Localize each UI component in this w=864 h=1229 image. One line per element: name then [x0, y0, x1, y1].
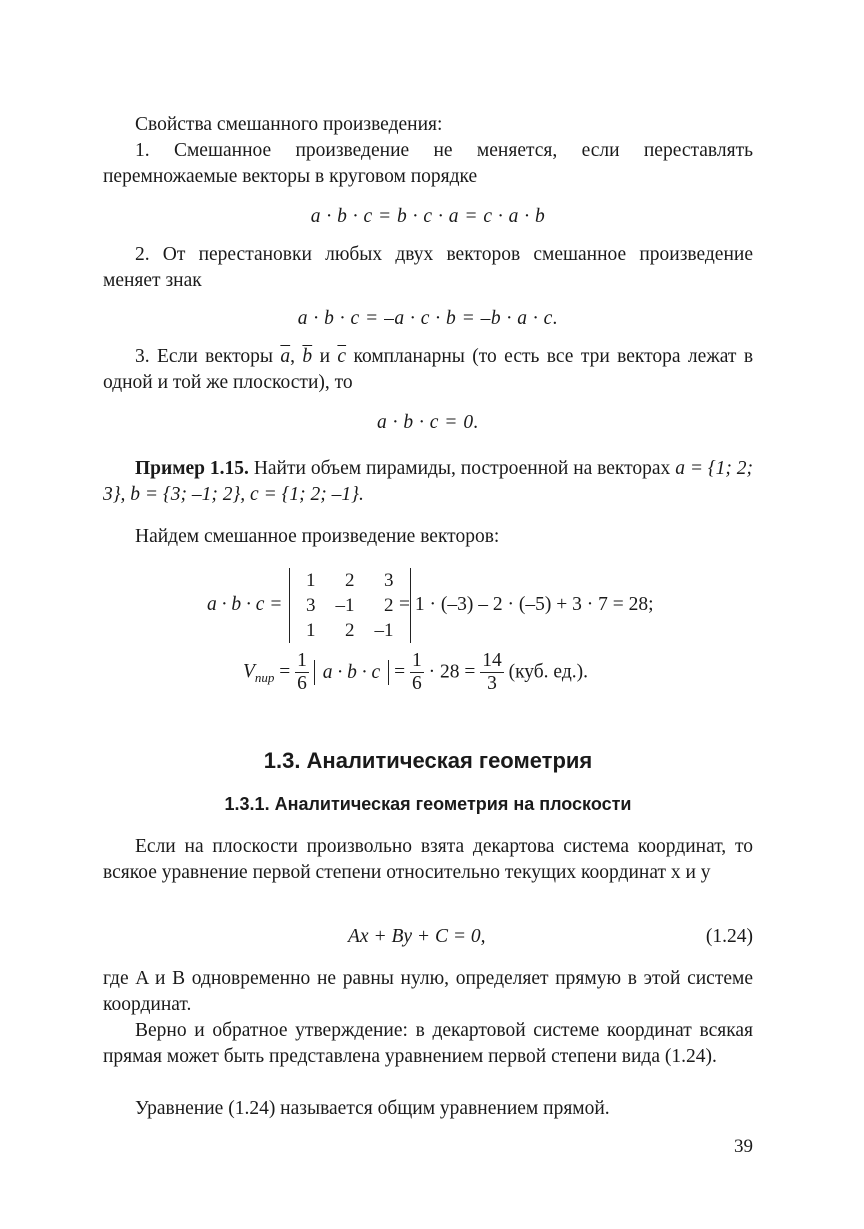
properties-title: Свойства смешанного произведения: — [135, 114, 443, 135]
page-number: 39 — [734, 1136, 753, 1157]
fraction-one-sixth: $\frac{1}{6}$ — [297, 650, 307, 694]
fraction-fourteen-thirds: $\frac{14}{3}$ — [482, 650, 502, 694]
det-cell: 2 — [345, 570, 355, 591]
and-word: и — [319, 346, 331, 367]
det-lhs: a · b · c = — [207, 594, 283, 615]
volume-symbol: V — [243, 660, 255, 682]
det-cell: 1 — [306, 620, 316, 641]
property-2: 2. От перестановки любых двух векторов смешанное произведение меняет знак — [103, 244, 753, 291]
volume-mid-eq: = — [394, 661, 406, 683]
fraction-one-sixth-2: $\frac{1}{6}$ — [411, 650, 422, 694]
volume-multiply: · 28 = — [428, 661, 476, 683]
property-3-end: компланарны (то есть все три вектора лежат в одной и той же плоскости), то — [103, 346, 754, 393]
property-3-start: 3. Если векторы — [135, 346, 273, 367]
determinant-formula — [103, 568, 753, 648]
det-cell: 2 — [384, 595, 394, 616]
paragraph-4: Уравнение (1.24) называется общим уравнением прямой. — [135, 1098, 610, 1119]
general-line-equation: Ax + By + C = 0, — [348, 926, 486, 947]
vector-c: $\overline{c}$ — [337, 346, 347, 367]
equation-1-24 — [103, 926, 753, 954]
det-cell: 3 — [384, 570, 394, 591]
example-text: Найти объем пирамиды, построенной на векторах — [253, 458, 671, 479]
page — [103, 0, 753, 1229]
det-cell: 3 — [306, 595, 316, 616]
paragraph-1: Если на плоскости произвольно взята декартова система координат, то всякое уравнение первой степени относительно текущих координат x и y — [103, 836, 753, 883]
det-cell: 1 — [306, 570, 316, 591]
find-text: Найдем смешанное произведение векторов: — [135, 526, 500, 547]
determinant-matrix — [289, 568, 411, 643]
example — [103, 456, 753, 508]
volume-formula — [103, 650, 753, 706]
section-title: 1.3. Аналитическая геометрия — [263, 748, 593, 773]
vector-b: $\overline{b}$ — [302, 346, 313, 367]
formula-coplanar: a · b · c = 0. — [377, 412, 479, 433]
example-label: Пример 1.15. — [135, 458, 249, 479]
example-vectors: a = {1; 2; 3}, b = {3; –1; 2}, c = {1; 2; –1}. — [103, 458, 754, 505]
equation-number: (1.24) — [705, 926, 753, 947]
volume-unit: (куб. ед.). — [508, 661, 588, 683]
property-1: 1. Смешанное произведение не меняется, если переставлять перемножаемые векторы в круговом порядке — [103, 140, 753, 187]
det-cell: 2 — [345, 620, 355, 641]
volume-subscript: пир — [254, 669, 275, 685]
det-cell: –1 — [335, 595, 355, 616]
subsection-title: 1.3.1. Аналитическая геометрия на плоскости — [224, 794, 632, 814]
vector-a: $\overline{a}$ — [280, 346, 291, 367]
formula-cyclic: a · b · c = b · c · a = c · a · b — [310, 206, 546, 227]
volume-eq: = — [279, 661, 291, 683]
paragraph-3: Верно и обратное утверждение: в декартовой системе координат всякая прямая может быть представлена уравнением первой степени вида (1.24). — [103, 1020, 753, 1067]
paragraph-2: где A и B одновременно не равны нулю, определяет прямую в этой системе координат. — [103, 968, 753, 1015]
det-cell: –1 — [374, 620, 394, 641]
property-3: 3. Если векторы $\overline{a}$, $\overline{b}$ и $\overline{c}$ компланарны (то есть все три вектора лежат в одной и той же плоскости), то — [103, 346, 754, 393]
absolute-value: a · b · c — [314, 660, 389, 685]
det-rhs: = 1 · (–3) – 2 · (–5) + 3 · 7 = 28; — [399, 594, 654, 615]
formula-sign-change: a · b · c = –a · c · b = –b · a · c. — [297, 308, 559, 329]
